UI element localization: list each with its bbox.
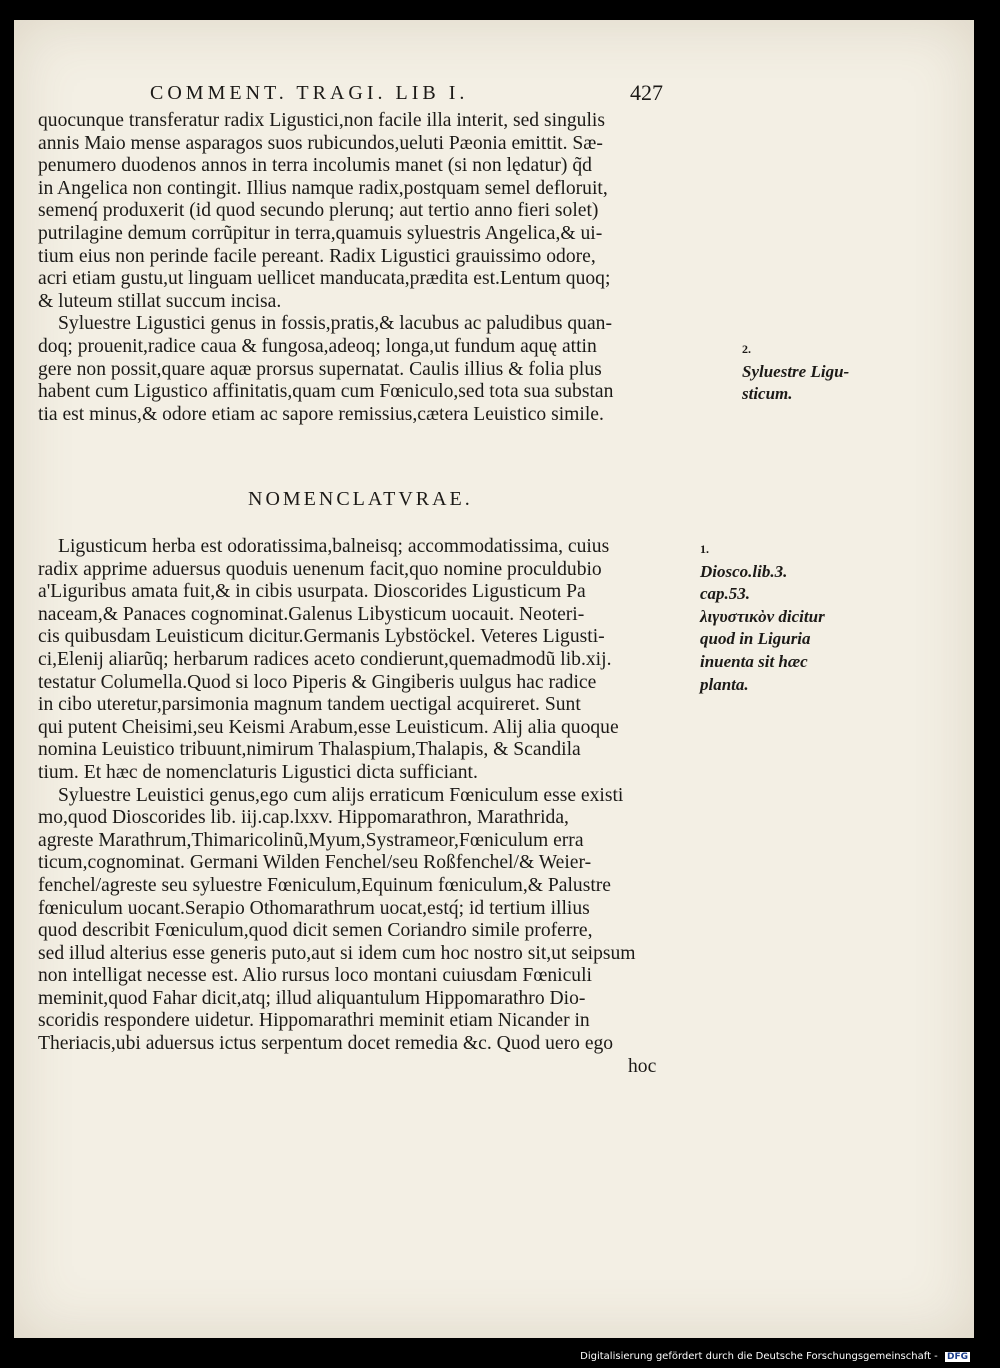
text-line: tium. Et hæc de nomenclaturis Ligustici dicta sufficiant. — [38, 761, 478, 783]
margin-note-line: Diosco.lib.3. — [700, 561, 788, 581]
text-line: acri etiam gustu,ut linguam uellicet manducata,prædita est.Lentum quoq; — [38, 268, 611, 290]
dfg-logo: DFG — [946, 1352, 968, 1362]
margin-note-line: λιγυστικὸν dicitur — [700, 606, 825, 626]
margin-note-mark: 2. — [742, 342, 751, 356]
text-line: meminit,quod Fahar dicit,atq; illud aliquantulum Hippomarathro Dio- — [38, 987, 586, 1009]
digitization-footer — [580, 1351, 970, 1362]
text-line: agreste Marathrum,Thimaricolinũ,Myum,Systrameor,Fœniculum erra — [38, 829, 584, 851]
text-line: penumero duodenos annos in terra incolumis manet (si non lędatur) q̃d — [38, 155, 592, 177]
body-text-nomenclature — [38, 536, 698, 1078]
text-line: sed illud alterius esse generis puto,aut si idem cum hoc nostro sit,ut seipsum — [38, 942, 636, 964]
text-line: testatur Columella.Quod si loco Piperis & Gingiberis uulgus hac radice — [38, 671, 597, 693]
text-line: Syluestre Leuistici genus,ego cum alijs erraticum Fœniculum esse existi — [58, 784, 624, 806]
margin-note-line: quod in Liguria — [700, 629, 811, 649]
text-line: tium eius non perinde facile pereant. Radix Ligustici grauissimo odore, — [38, 245, 596, 267]
text-line: non intelligat necesse est. Alio rursus loco montani cuiusdam Fœniculi — [38, 965, 592, 987]
text-line: Syluestre Ligustici genus in fossis,pratis,& lacubus ac paludibus quan- — [58, 313, 612, 335]
margin-note-1 — [742, 338, 849, 406]
text-line: & luteum stillat succum incisa. — [38, 290, 282, 312]
text-line: a'Liguribus amata fuit,& in cibis usurpata. Dioscorides Ligusticum Pa — [38, 581, 586, 603]
text-line: semenq́ produxerit (id quod secundo plerunq; aut tertio anno fieri solet) — [38, 200, 599, 222]
margin-note-mark: 1. — [700, 542, 709, 556]
text-line: doq; prouenit,radice caua & fungosa,adeoq; longa,ut fundum aquę attin — [38, 335, 597, 357]
text-line: quocunque transferatur radix Ligustici,non facile illa interit, sed singulis — [38, 110, 605, 131]
text-line: in cibo uteretur,parsimonia magnum tandem uectigal acquireret. Sunt — [38, 694, 581, 716]
text-line: habent cum Ligustico affinitatis,quam cum Fœniculo,sed tota sua substan — [38, 381, 614, 403]
running-title: COMMENT. TRAGI. LIB I. — [150, 82, 469, 104]
text-line: radix apprime aduersus quoduis uenenum facit,quo nomine proculdubio — [38, 558, 602, 580]
text-line: qui putent Cheisimi,seu Keismi Arabum,esse Leuisticum. Alij alia quoque — [38, 716, 619, 738]
catchword: hoc — [628, 1055, 657, 1077]
margin-note-line: planta. — [700, 674, 749, 694]
footer-text: Digitalisierung gefördert durch die Deutsche Forschungsgemeinschaft - — [580, 1351, 938, 1362]
text-line: scoridis respondere uidetur. Hippomarathri meminit etiam Nicander in — [38, 1010, 590, 1032]
text-line: in Angelica non contingit. Illius namque radix,postquam semel defloruit, — [38, 177, 608, 199]
margin-note-2 — [700, 538, 825, 696]
text-line: fœniculum uocant.Serapio Othomarathrum uocat,estq́; id tertium illius — [38, 897, 590, 919]
folio-number: 427 — [630, 80, 663, 105]
margin-note-line: sticum. — [742, 384, 793, 404]
text-line: quod describit Fœniculum,quod dicit semen Coriandro simile proferre, — [38, 920, 593, 942]
margin-note-line: cap.53. — [700, 584, 751, 604]
text-line: putrilagine demum corrũpitur in terra,quamuis syluestris Angelica,& ui- — [38, 222, 603, 244]
text-line: fenchel/agreste seu syluestre Fœniculum,Equinum fœniculum,& Palustre — [38, 874, 611, 896]
margin-note-line: Syluestre Ligu- — [742, 361, 850, 381]
text-line: nomina Leuistico tribuunt,nimirum Thalaspium,Thalapis, & Scandila — [38, 739, 581, 761]
margin-note-line: inuenta sit hæc — [700, 651, 808, 671]
text-line: ci,Elenij aliarũq; herbarum radices aceto condierunt,quemadmodũ lib.xij. — [38, 648, 612, 670]
section-heading: NOMENCLATVRAE. — [248, 488, 473, 510]
text-line: mo,quod Dioscorides lib. iij.cap.lxxv. Hippomarathron, Marathrida, — [38, 807, 569, 829]
text-line: gere non possit,quare aquæ prorsus supernatat. Caulis illius & folia plus — [38, 358, 602, 380]
text-line: naceam,& Panaces cognominat.Galenus Libysticum uocauit. Neoteri- — [38, 603, 585, 625]
text-line: Theriacis,ubi aduersus ictus serpentum docet remedia &c. Quod uero ego — [38, 1033, 614, 1055]
text-line: ticum,cognominat. Germani Wilden Fenchel/seu Roßfenchel/& Weier- — [38, 852, 592, 874]
text-line: annis Maio mense asparagos suos rubicundos,ueluti Pæonia emittit. Sæ- — [38, 132, 603, 154]
text-line: Ligusticum herba est odoratissima,balneisq; accommodatissima, cuius — [58, 536, 610, 557]
text-line: tia est minus,& odore etiam ac sapore remissius,cætera Leuistico simile. — [38, 403, 604, 425]
body-text — [38, 110, 698, 426]
text-line: cis quibusdam Leuisticum dicitur.Germanis Lybstöckel. Veteres Ligusti- — [38, 626, 605, 648]
